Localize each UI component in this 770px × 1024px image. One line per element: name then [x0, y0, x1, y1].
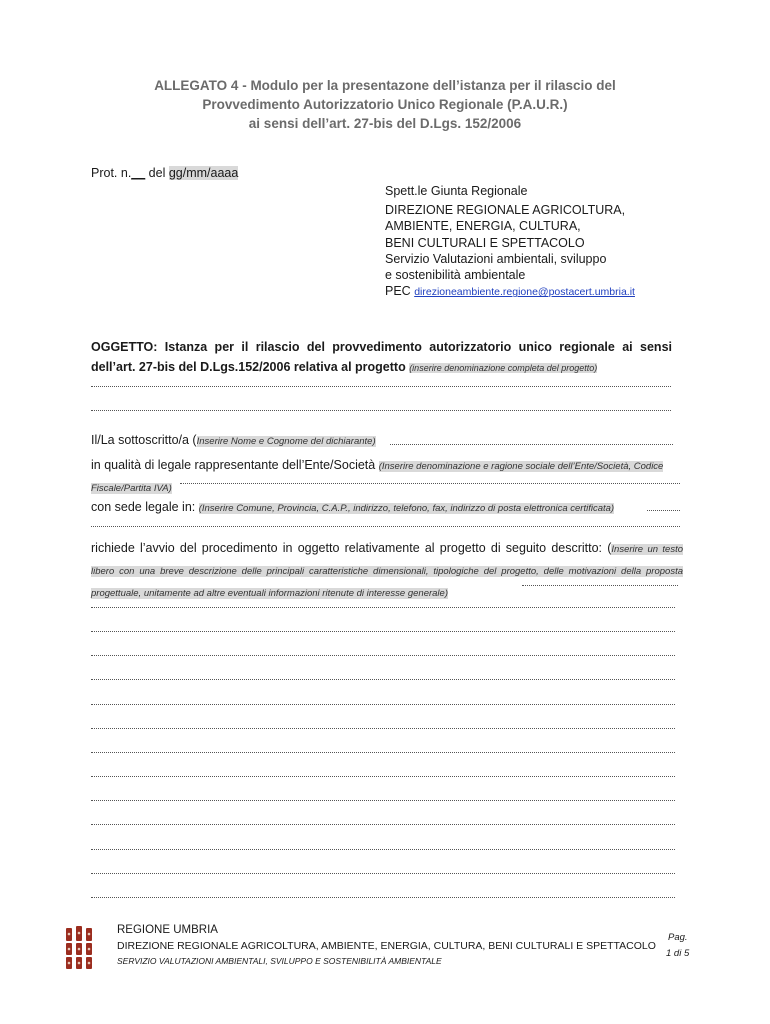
page-footer [0, 918, 770, 978]
description-line[interactable] [91, 823, 675, 825]
fill-line[interactable] [91, 525, 680, 527]
recipient-line-2: DIREZIONE REGIONALE AGRICOLTURA, [385, 203, 626, 218]
office-label: con sede legale in: [91, 500, 199, 514]
footer-service: SERVIZIO VALUTAZIONI AMBIENTALI, SVILUPPO E SOSTENIBILITÀ AMBIENTALE [117, 956, 442, 966]
title-line-1: ALLEGATO 4 - Modulo per la presentazone dell’istanza per il rilascio del [154, 78, 616, 93]
role-hint[interactable]: (Inserire denominazione e ragione sociale dell’Ente/Società, Codice Fiscale/Partita IVA) [91, 461, 664, 494]
pec-label: PEC [385, 284, 415, 299]
description-line[interactable] [91, 848, 675, 850]
protocol-line [91, 166, 238, 180]
protocol-number-field[interactable]: __ [131, 166, 146, 180]
pec-email-link[interactable]: direzioneambiente.regione@postacert.umbria.it [414, 286, 635, 299]
fill-line [180, 482, 680, 484]
description-line[interactable] [91, 630, 675, 632]
protocol-date-field[interactable]: gg/mm/aaaa [168, 166, 239, 180]
role-label: in qualità di legale rappresentante dell’Ente/Società [91, 458, 379, 472]
office-hint[interactable]: (Inserire Comune, Provincia, C.A.P., indirizzo, telefono, fax, indirizzo di posta elettronica certificata) [198, 503, 615, 514]
fill-line [647, 509, 680, 511]
signatory-hint[interactable]: Inserire Nome e Cognome del dichiarante) [196, 436, 376, 447]
request-row [91, 538, 683, 604]
subject-paragraph [91, 337, 672, 378]
protocol-del: del [145, 166, 169, 180]
recipient-line-5: Servizio Valutazioni ambientali, sviluppo [385, 251, 607, 266]
recipient-pec [385, 283, 635, 300]
footer-org: REGIONE UMBRIA [117, 924, 218, 936]
role-row [91, 455, 683, 499]
title-line-2: Provvedimento Autorizzatorio Unico Regionale (P.A.U.R.) [202, 97, 568, 112]
request-label: richiede l’avvio del procedimento in oggetto relativamente al progetto di seguito descritto: ( [91, 541, 612, 555]
office-row [91, 497, 681, 519]
description-line[interactable] [91, 775, 675, 777]
description-line[interactable] [91, 751, 675, 753]
signatory-row [91, 430, 681, 452]
recipient-line-1: Spett.le Giunta Regionale [385, 184, 528, 198]
fill-line [522, 584, 678, 586]
page-number: 1 di 5 [666, 948, 690, 959]
description-line[interactable] [91, 678, 675, 680]
description-line[interactable] [91, 896, 675, 898]
subject-project-hint[interactable]: (inserire denominazione completa del progetto) [409, 363, 598, 373]
recipient-line-6: e sostenibilità ambientale [385, 268, 526, 283]
description-line[interactable] [91, 654, 675, 656]
protocol-prefix: Prot. n. [91, 166, 132, 180]
description-line[interactable] [91, 703, 675, 705]
description-line[interactable] [91, 606, 675, 608]
recipient-line-4: BENI CULTURALI E SPETTACOLO [385, 235, 585, 250]
recipient-address [385, 183, 635, 300]
description-line[interactable] [91, 727, 675, 729]
page-label: Pag. [668, 932, 688, 943]
description-line[interactable] [91, 872, 675, 874]
signatory-label: Il/La sottoscritto/a ( [91, 433, 197, 447]
description-line[interactable] [91, 799, 675, 801]
document-title [0, 76, 770, 133]
request-hint[interactable]: Inserire un testo libero con una breve descrizione delle principali caratteristiche dimensionali, tipologiche del progetto, delle motivazioni della proposta progettuale, unitamente ad altre eventuali informazioni ritenute di interesse generale) [91, 544, 683, 599]
fill-line[interactable] [91, 385, 671, 387]
regione-umbria-logo-icon [64, 924, 94, 970]
footer-direction: DIREZIONE REGIONALE AGRICOLTURA, AMBIENTE, ENERGIA, CULTURA, BENI CULTURALI E SPETTACOLO [117, 940, 656, 952]
title-line-3: ai sensi dell’art. 27-bis del D.Lgs. 152/2006 [248, 116, 522, 131]
recipient-line-3: AMBIENTE, ENERGIA, CULTURA, [385, 219, 581, 234]
fill-line[interactable] [91, 409, 671, 411]
fill-line [390, 443, 673, 445]
subject-text: OGGETTO: Istanza per il rilascio del provvedimento autorizzatorio unico regionale ai sensi dell’art. 27-bis del D.Lgs.152/2006 relativa al progetto [91, 340, 672, 374]
